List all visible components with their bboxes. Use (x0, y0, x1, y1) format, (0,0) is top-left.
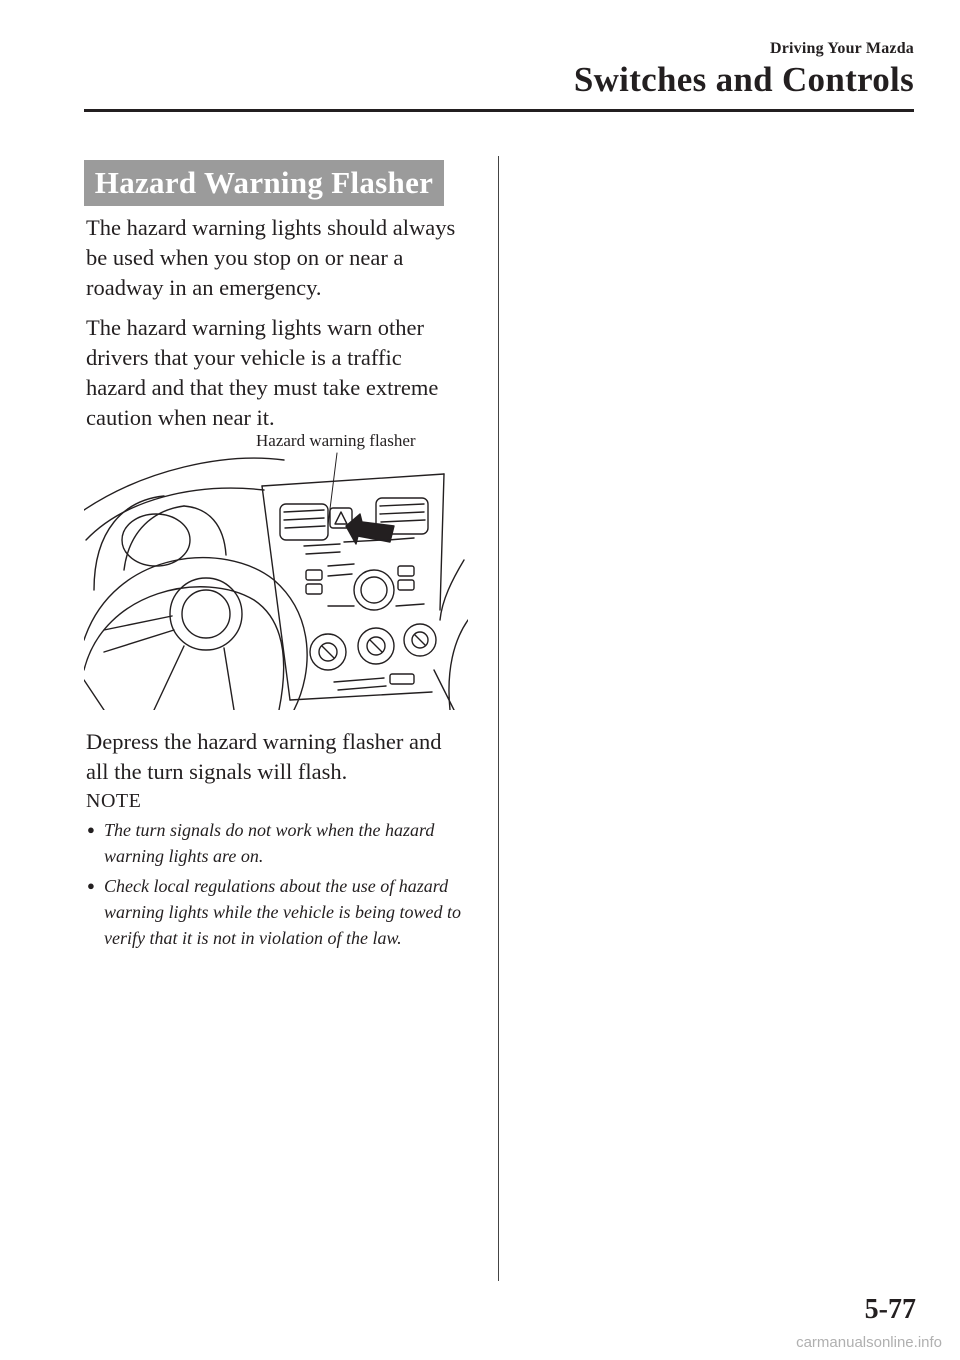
note-list (86, 817, 466, 951)
intro-paragraph: The hazard warning lights should always be used when you stop on or near a roadway in an emergency. (86, 215, 456, 300)
note-item-text: Check local regulations about the use of hazard warning lights while the vehicle is being towed to verify that it is not in violation of the law. (104, 876, 461, 948)
section-title-banner: Hazard Warning Flasher (84, 160, 444, 206)
watermark: carmanualsonline.info (796, 1334, 942, 1351)
bullet-icon: ● (87, 822, 95, 837)
note-item-text: The turn signals do not work when the hazard warning lights are on. (104, 820, 435, 866)
hazard-flasher-callout: Hazard warning flasher (256, 431, 416, 450)
dashboard-illustration (84, 430, 468, 710)
section-header-title: Switches and Controls (573, 60, 914, 99)
warning-paragraph: The hazard warning lights warn other drivers that your vehicle is a traffic hazard and that they must take extreme caution when near it. (86, 315, 439, 430)
column-divider (498, 156, 499, 1281)
header-rule (84, 109, 914, 112)
instruction-paragraph: Depress the hazard warning flasher and all the turn signals will flash. (86, 729, 442, 784)
bullet-icon: ● (87, 878, 95, 893)
note-item (86, 873, 466, 951)
chapter-title: Driving Your Mazda (769, 40, 914, 57)
note-heading: NOTE (86, 790, 142, 812)
note-item (86, 817, 466, 869)
page-number: 5-77 (864, 1294, 916, 1325)
